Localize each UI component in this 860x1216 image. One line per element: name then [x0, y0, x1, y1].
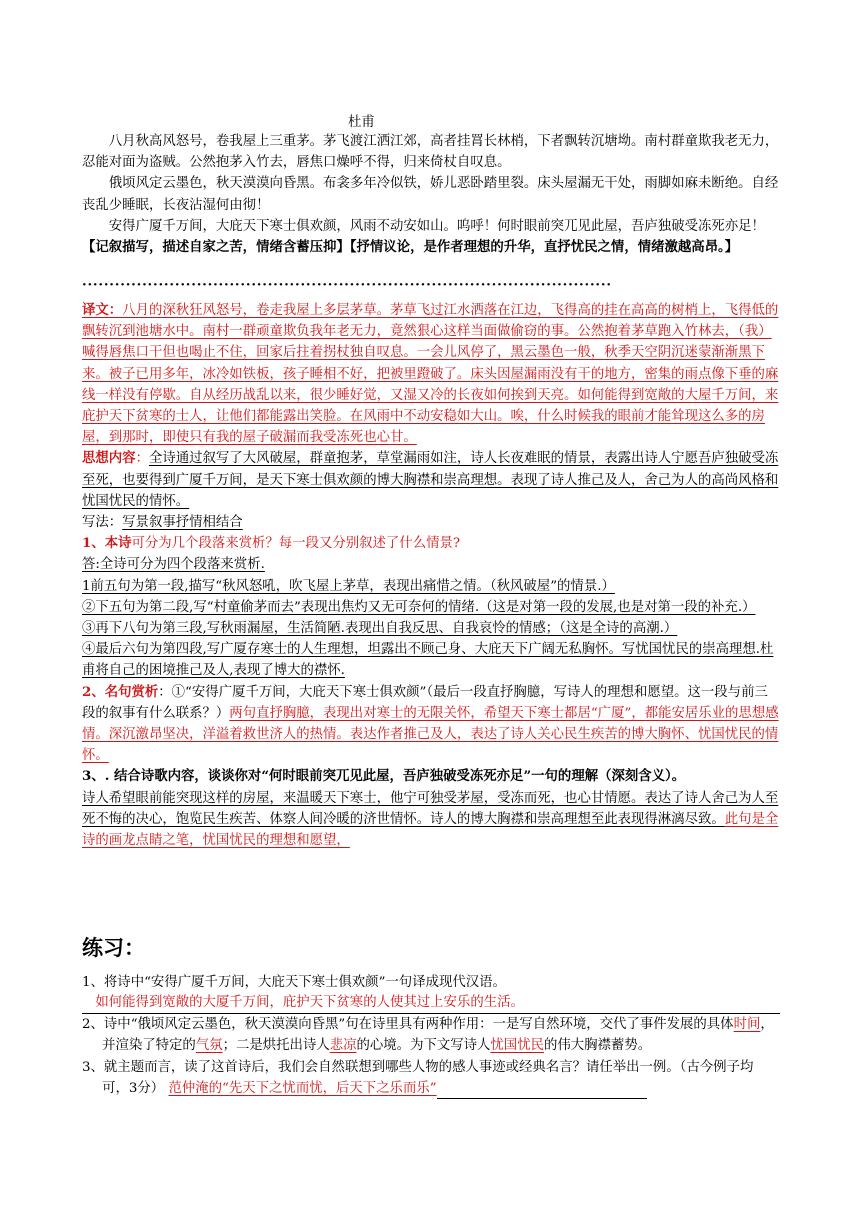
q2-paragraph	[82, 682, 780, 767]
exercise-2-text-b: ，并渲染了特定的	[102, 1017, 774, 1054]
exercise-2-blank-4: 忧国忧民	[490, 1038, 544, 1054]
exercise-2	[82, 1014, 780, 1056]
q3-answer-paragraph	[82, 788, 780, 852]
writing-method	[82, 512, 780, 533]
poem-author: 杜甫	[348, 115, 375, 130]
q1-question-text: 可分为几个段落来赏析？每一段又分别叙述了什么情景?	[131, 536, 461, 552]
exercise-2-text-d: 的心境。为下文写诗人	[356, 1038, 491, 1054]
dotted-separator: ·································································································	[82, 278, 612, 292]
writing-method-label: 写法：	[82, 515, 123, 531]
exercise-3-answer: 范仲淹的“先天下之忧而忧，后天下之乐而乐”	[168, 1080, 437, 1096]
q2-answer: 两句直抒胸臆，表现出对寒士的无限关怀，希望天下寒士都居“广厦”，都能安居乐业的思想感情。深沉激昂坚决，洋溢着救世济人的热情。表达作者推己及人，表达了诗人关心民生疾苦的博大胸怀、忧国忧民的情怀。	[82, 705, 779, 764]
translation-text: 八月的深秋狂风怒号，卷走我屋上多层茅草。茅草飞过江水洒落在江边，飞得高的挂在高高的树梢上，飞得低的飘转沉到池塘水中。南村一群顽童欺负我年老无力，竟然狠心这样当面做偷窃的事。公然抱着茅草跑入竹林去，（我）喊得唇焦口干但也喝止不住，回家后拄着拐杖独自叹息。一会儿风停了，黑云墨色一般，秋季天空阴沉迷蒙渐渐黑下来。被子已用多年，冰冷如铁板，孩子睡相不好，把被里蹬破了。床头因屋漏雨没有干的地方，密集的雨点像下垂的麻线一样没有停歇。自从经历战乱以来，很少睡好觉，又湿又冷的长夜如何挨到天亮。如何能得到宽敞的大屋千万间，来庇护天下贫寒的士人，让他们都能露出笑脸。在风雨中不动安稳如大山。唉，什么时候我的眼前才能耸现这么多的房屋，到那时，即使只有我的屋子破漏而我受冻死也心甘。	[82, 303, 779, 446]
thought-text: 全诗通过叙写了大风破屋，群童抱茅，草堂漏雨如注，诗人长夜难眠的情景，表露出诗人宁愿吾庐独破受冻至死，也要得到广厦千万间，是天下寒士俱欢颜的博大胸襟和崇高理想。表现了诗人推己及人，舍己为人的高尚风格和忧国忧民的情怀。	[82, 451, 779, 509]
practice-section	[82, 972, 780, 1099]
q1-number: 1、本诗	[82, 535, 132, 552]
q1-answer-1: 1前五句为第一段,描写“秋风怒吼，吹飞屋上茅草，表现出痛惜之情。（秋风破屋”的情景.）	[82, 578, 615, 594]
thought-colon: ：	[135, 451, 149, 467]
exercise-2-text-e: 的伟大胸襟蓄势。	[543, 1038, 652, 1054]
practice-title: 练习：	[82, 936, 145, 960]
poem-stanza-1: 八月秋高风怒号，卷我屋上三重茅。茅飞渡江洒江郊，高者挂罥长林梢，下者飘转沉塘坳。南村群童欺我老无力，忍能对面为盗贼。公然抱茅入竹去，唇焦口燥呼不得，归来倚杖自叹息。	[82, 134, 779, 171]
poem-stanza-2: 俄顷风定云墨色，秋天漠漠向昏黑。布衾多年冷似铁，娇儿恶卧踏里裂。床头屋漏无干处，雨脚如麻未断绝。自经丧乱少睡眠，长夜沾湿何由彻！	[82, 176, 779, 213]
poem-text	[82, 131, 780, 258]
exercise-2-text-c: ；二是烘托出诗人	[222, 1038, 330, 1054]
exercise-2-blank-2: 气氛	[195, 1038, 223, 1054]
translation-paragraph	[82, 300, 780, 448]
poem-stanza-3: 安得广厦千万间，大庇天下寒士俱欢颜，风雨不动安如山。呜呼！何时眼前突兀见此屋，吾庐独破受冻死亦足！	[108, 218, 765, 234]
q2-question: ：①“安得广厦千万间，大庇天下寒士俱欢颜”（最后一段直抒胸臆，写诗人的理想和愿望。这一段与前三段的叙事有什么联系？）	[82, 684, 768, 721]
exercise-3-question-text: 3、就主题而言，读了这首诗后，我们会自然联想到哪些人物的感人事迹或经典名言？请任举出一例。（古今例子均可，3分）	[82, 1059, 754, 1096]
exercise-1-answer-line	[82, 993, 780, 1014]
exercise-2-blank-1: 时间	[733, 1017, 761, 1033]
thought-paragraph	[82, 448, 780, 512]
q1-answer-2: ②下五句为第二段,写“村童偷茅而去”表现出焦灼又无可奈何的情绪.（这是对第一段的发展,也是对第一段的补充.）	[82, 599, 756, 615]
q3-answer: 诗人希望眼前能突现这样的房屋，来温暖天下寒士，他宁可独受茅屋，受冻而死，也心甘情愿。表达了诗人舍己为人至死不悔的决心，饱览民生疾苦、体察人间冷暖的济世情怀。诗人的博大胸襟和崇高理想至此表现得淋漓尽致。	[82, 790, 779, 827]
q1-answer-intro: 答:全诗可分为四个段落来赏析.	[82, 557, 265, 573]
q3-question: 3、. 结合诗歌内容，谈谈你对“何时眼前突兀见此屋，吾庐独破受冻死亦足”一句的理解（深刻含义）。	[82, 768, 686, 785]
analysis-section	[82, 300, 780, 851]
writing-method-text: 写景叙事抒情相结合	[122, 515, 243, 531]
exercise-2-text-a: 2、诗中“俄顷风定云墨色，秋天漠漠向昏黑”句在诗里具有两种作用：一是写自然环境，交代了事件发展的具体	[82, 1017, 734, 1033]
poem-note: 【记叙描写，描述自家之苦，情绪含蓄压抑】【抒情议论，是作者理想的升华，直抒忧民之情，情绪激越高昂。】	[82, 239, 739, 256]
exercise-3-question	[82, 1057, 780, 1099]
exercise-2-blank-3: 悲凉	[329, 1038, 357, 1054]
q3-answer-highlight: 此句是全诗的画龙点睛之笔，忧国忧民的理想和愿望，	[82, 811, 779, 849]
q2-label: 2、名句赏析	[82, 683, 159, 700]
q1-question	[82, 533, 780, 554]
q1-answer-3: ③再下八句为第三段,写秋雨漏屋，生活简陋.表现出自我反思、自我哀怜的情感；（这是全诗的高潮.）	[82, 621, 678, 637]
exercise-3-answer-rule	[437, 1098, 647, 1099]
q1-answer-4: ④最后六句为第四段,写广厦存寒士的人生理想，坦露出不顾己身、大庇天下广阔无私胸怀。写忧国忧民的崇高理想.杜甫将自己的困境推己及人,表现了博大的襟怀.	[82, 642, 774, 679]
exercise-1-answer: 如何能得到宽敞的大厦千万间，庇护天下贫寒的人使其过上安乐的生活。	[95, 995, 524, 1011]
thought-label: 思想内容	[82, 450, 136, 467]
exercise-1-question: 1、将诗中“安得广厦千万间，大庇天下寒士俱欢颜”一句译成现代汉语。	[82, 975, 506, 990]
translation-label: 译文：	[82, 302, 123, 318]
